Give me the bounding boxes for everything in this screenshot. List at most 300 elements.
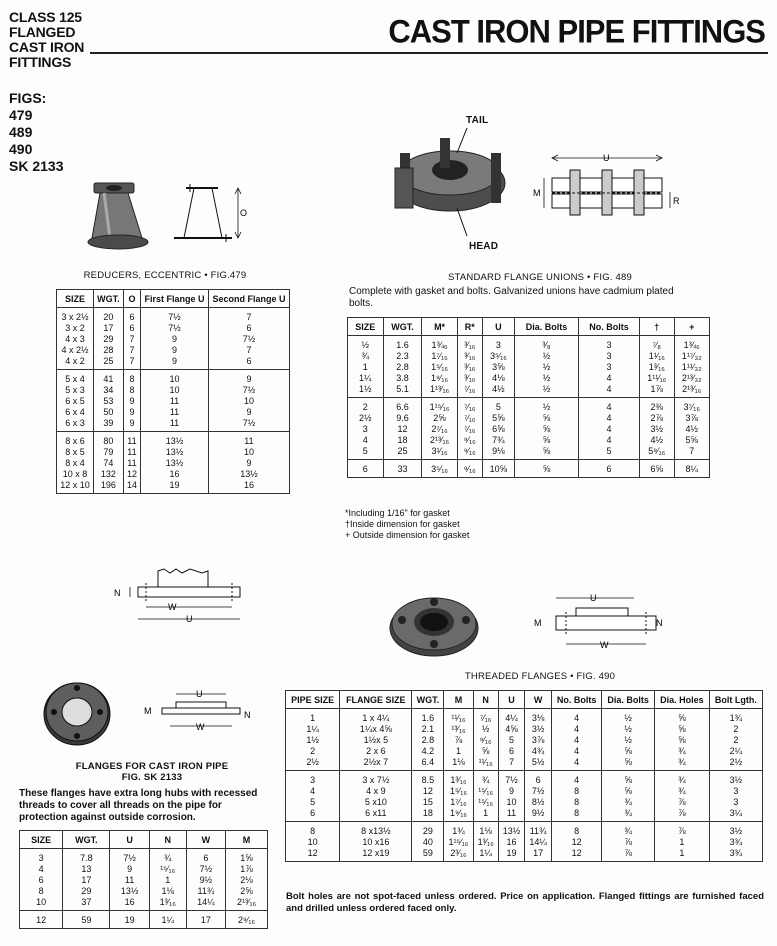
table-cell: 2³⁄₁₆ [444,847,473,862]
table-row [57,468,290,479]
table-row [286,734,763,745]
table-row [57,370,290,385]
table-cell: 1 [655,836,710,847]
table-cell: 1¾₆ [674,336,709,351]
table-cell: 1³⁄₁₆ [473,836,498,847]
table-cell: 8 [38,886,44,896]
table-cell: 1½ [359,384,372,394]
table-cell: 1¹⁷⁄₃₂ [674,350,709,361]
castiron-title [42,761,262,783]
table-cell: ⁹⁄₁₆ [457,460,482,478]
table-cell: 12 [551,847,601,862]
table-cell: 34 [93,384,123,395]
column-header: No. Bolts [578,318,639,336]
column-header: SIZE [20,831,63,849]
table-cell: 1½ [306,735,319,745]
table-cell: 12 [20,911,63,929]
table-cell: 4¼ [498,709,525,724]
fig-number: SK 2133 [9,158,64,174]
class-heading-line: CLASS 125 [9,9,82,25]
table-cell: 1 [362,362,368,372]
table-cell: ¾ [655,771,710,786]
table-cell: 13½ [141,457,209,468]
table-cell: 3⅛ [525,709,552,724]
table-cell: 7½ [141,322,209,333]
table-cell: 50 [93,406,123,417]
table-cell: 1.6 [412,709,444,724]
table-cell: ¾ [602,796,655,807]
table-cell: 29 [93,333,123,344]
table-cell: 3 [38,853,44,863]
table-cell: 3 [286,771,340,786]
table-cell: 2.8 [412,734,444,745]
table-cell: 9 [123,417,140,432]
table-cell: ⁷⁄₁₆ [473,709,498,724]
table-row [348,434,710,445]
table-cell: 2⅝ [422,412,457,423]
table-cell: 11¾ [186,885,225,896]
table-cell: 1¼ [306,724,319,734]
column-header: M [444,691,473,709]
table-cell: ⅝ [473,745,498,756]
column-header: O [123,290,140,308]
column-header: + [674,318,709,336]
table-cell: 1³⁄₁₆ [149,896,186,911]
table-cell: 41 [93,370,123,385]
table-cell: 1⅛ [473,822,498,837]
table-row [20,896,268,911]
table-cell: 5⁹⁄₁₆ [640,445,674,460]
table-cell: 2¹³⁄₁₆ [422,434,457,445]
table-cell: 2.8 [383,361,422,372]
table-cell: 4 [551,756,601,771]
table-row [348,445,710,460]
table-cell: 1½x 5 [340,734,412,745]
column-header: PIPE SIZE [286,691,340,709]
table-cell: 2⁹⁄₁₆ [226,911,268,929]
tail-label: TAIL [466,115,489,126]
table-cell: 33 [383,460,422,478]
castiron-description: These flanges have extra long hubs with recessed threads to cover all threads on the pipe for protection against outside corrosion. [19,788,258,823]
table-row [57,479,290,494]
table-cell: 3 [482,336,514,351]
table-cell: 2.1 [412,723,444,734]
column-header: Dia. Bolts [515,318,579,336]
unions-table [347,317,710,478]
table-cell: 13½ [498,822,525,837]
table-cell: 2½ [306,757,319,767]
table-cell: 80 [93,432,123,447]
table-cell: 7 [498,756,525,771]
table-cell: 16 [498,836,525,847]
table-cell: 5 [482,398,514,413]
table-cell: 6 x 3 [65,418,85,428]
table-row [57,308,290,323]
reducers-table [56,289,290,494]
table-cell: 2 x 6 [340,745,412,756]
threaded-table [285,690,763,862]
table-cell: ⁷⁄₁₆ [457,398,482,413]
table-cell: 8 [551,822,601,837]
table-cell: ⅝ [515,460,579,478]
table-cell: ⁷⁄₁₆ [457,383,482,398]
table-row [57,355,290,370]
table-cell: 13½ [208,468,289,479]
table-cell: 6 x11 [340,807,412,822]
table-cell: 8½ [525,796,552,807]
table-cell: ¹¹⁄₁₆ [473,756,498,771]
table-cell: 3 [578,336,639,351]
table-cell: 1¼x 4⅝ [340,723,412,734]
page-title: CAST IRON PIPE FITTINGS [388,13,765,50]
column-header: Second Flange U [208,290,289,308]
table-cell: 19 [141,479,209,494]
table-row [57,322,290,333]
column-header: M [226,831,268,849]
table-cell: 6 [123,322,140,333]
table-cell: 29 [412,822,444,837]
column-header: N [149,831,186,849]
table-cell: 4.2 [412,745,444,756]
dim-u-label: U [603,153,610,163]
table-cell: ³⁄₁₆ [457,336,482,351]
table-cell: 29 [63,885,110,896]
table-cell: 2⅛ [226,874,268,885]
table-cell: 1¾₆ [422,336,457,351]
table-row [286,745,763,756]
table-cell: 18 [383,434,422,445]
table-cell: 4 [551,745,601,756]
table-cell: 7 [123,333,140,344]
table-cell: 10 [36,897,47,907]
dim-n-label: N [244,710,251,720]
table-cell: 4 [578,434,639,445]
table-cell: 8 x 5 [65,447,85,457]
table-row [57,432,290,447]
table-cell: 7½ [141,308,209,323]
table-cell: 6 [123,308,140,323]
table-row [348,423,710,434]
table-cell: 2⅞ [640,412,674,423]
reducers-title: REDUCERS, ECCENTRIC • FIG.479 [83,270,247,281]
column-header: M* [422,318,457,336]
table-cell: ¾ [655,756,710,771]
table-row [348,361,710,372]
table-cell: 4 x 3 [65,334,85,344]
table-row [20,863,268,874]
table-cell: 2 [310,746,316,756]
table-cell: 3¹⁄₁₆ [422,445,457,460]
table-cell: 10 x16 [340,836,412,847]
table-cell: 18 [412,807,444,822]
table-row [348,398,710,413]
table-cell: 1¹⁵⁄₁₆ [444,836,473,847]
table-cell: 9½ [186,874,225,885]
table-cell: 17 [525,847,552,862]
table-row [20,849,268,864]
fig-number: 479 [9,107,33,123]
table-cell: 20 [93,308,123,323]
table-cell: 3½ [525,723,552,734]
table-cell: 10 [141,370,209,385]
table-cell: 2 [709,723,762,734]
table-cell: 1¹¹⁄₃₂ [674,361,709,372]
table-cell: 2⅝ [226,885,268,896]
table-cell: 10 [307,837,318,847]
table-cell: 196 [93,479,123,494]
table-cell: 7 [674,445,709,460]
table-row [286,785,763,796]
figs-label: FIGS: [9,90,47,106]
table-cell: 10 x 8 [62,469,88,479]
table-cell: 4 [578,383,639,398]
table-cell: 1⁵⁄₁₆ [444,785,473,796]
table-cell: 4⅛ [482,372,514,383]
table-cell: 6 [208,322,289,333]
table-cell: 6 [525,771,552,786]
table-cell: 10 [498,796,525,807]
table-cell: 12 [412,785,444,796]
table-cell: 1 x 4¼ [340,709,412,724]
table-cell: 4 x 9 [340,785,412,796]
table-cell: 1¼ [149,911,186,929]
table-cell: ⅝ [655,723,710,734]
table-cell: 2 [709,734,762,745]
table-row [286,836,763,847]
table-cell: 12 [383,423,422,434]
table-cell: ⁹⁄₁₆ [457,445,482,460]
table-cell: 39 [93,417,123,432]
table-cell: ⅞ [602,847,655,862]
table-cell: 3 [578,361,639,372]
table-row [20,911,268,929]
table-row [286,771,763,786]
table-cell: 6 [38,875,44,885]
table-cell: 4 x 2½ [61,345,89,355]
table-cell: 9⅛ [482,445,514,460]
table-cell: 7½ [498,771,525,786]
dim-w-label: W [168,602,177,612]
table-cell: ¹¹⁄₁₆ [444,709,473,724]
table-cell: 11 [123,432,140,447]
table-cell: 1³⁄₁₆ [444,771,473,786]
table-cell: 7½ [525,785,552,796]
reducer-diagram [166,180,251,245]
table-cell: ³⁄₁₆ [457,361,482,372]
class-heading-line: CAST IRON [9,39,85,55]
table-cell: ¹³⁄₁₆ [444,723,473,734]
table-cell: 5 [310,797,316,807]
table-cell: 14¼ [525,836,552,847]
table-cell: 11 [123,446,140,457]
threaded-footer: Bolt holes are not spot-faced unless ordered. Price on application. Flanged fittings are furnished faced and drilled unless ordered faced only. [286,891,764,914]
table-row [348,383,710,398]
table-cell: ¾ [473,771,498,786]
table-cell: 79 [93,446,123,457]
column-header: W [186,831,225,849]
dim-o-label: O [240,208,248,218]
table-cell: ¾ [361,351,370,361]
table-cell: 3 [709,785,762,796]
table-cell: ¹⁵⁄₁₆ [473,796,498,807]
table-cell: 12 x 10 [60,480,90,490]
table-cell: 1⅞ [640,383,674,398]
table-cell: 5½ [525,756,552,771]
table-cell: 4 [578,372,639,383]
table-cell: 7 [123,355,140,370]
table-cell: 12 x19 [340,847,412,862]
dim-m-label: M [533,188,541,198]
column-header: WGT. [63,831,110,849]
table-cell: 5 x 4 [57,370,94,385]
table-cell: 3⅞ [525,734,552,745]
table-cell: 6 [310,808,316,818]
threaded-flange-photo [388,590,480,660]
dim-n-label: N [656,618,663,628]
castiron-flange-photo [42,678,112,748]
column-header: R* [457,318,482,336]
table-cell: 3¾ [709,836,762,847]
table-cell: 11 [141,406,209,417]
table-cell: 1¹³⁄₁₆ [422,383,457,398]
table-cell: ½ [515,372,579,383]
table-cell: 19 [498,847,525,862]
table-cell: 9 [141,333,209,344]
table-cell: ¾ [602,807,655,822]
table-cell: 11 [141,417,209,432]
table-cell: 4½ [640,434,674,445]
table-cell: 19 [110,911,149,929]
table-cell: 11 [141,395,209,406]
table-cell: 53 [93,395,123,406]
table-cell: 8 [551,785,601,796]
table-cell: 132 [93,468,123,479]
reducer-photo [86,180,156,252]
table-cell: 11¾ [525,822,552,837]
table-cell: 8 [286,822,340,837]
dim-w-label: W [196,722,205,732]
table-cell: 3⅝ [482,361,514,372]
table-cell: 16 [208,479,289,494]
table-cell: 5⅝ [674,434,709,445]
column-header: U [110,831,149,849]
table-row [57,344,290,355]
table-cell: 4 [362,435,368,445]
table-cell: ½ [515,383,579,398]
table-cell: 13½ [141,432,209,447]
note-line: †Inside dimension for gasket [345,519,460,529]
table-cell: ½ [515,398,579,413]
table-cell: 3 x 7½ [340,771,412,786]
table-cell: 1³⁄₁₆ [640,361,674,372]
table-cell: ⅝ [655,734,710,745]
note-line: + Outside dimension for gasket [345,530,470,540]
dim-u-label: U [186,614,193,624]
table-row [57,384,290,395]
table-cell: 4½ [482,383,514,398]
table-cell: 10 [208,446,289,457]
table-cell: 1⁷⁄₁₆ [444,796,473,807]
table-cell: 5 x10 [340,796,412,807]
castiron-title-line: FIG. SK 2133 [121,772,183,783]
table-cell: 9.6 [383,412,422,423]
class-heading-line: FITTINGS [9,54,72,70]
column-header: W [525,691,552,709]
table-cell: 14¼ [186,896,225,911]
table-cell: ⅝ [602,771,655,786]
table-cell: 4⅝ [498,723,525,734]
table-cell: 1⁹⁄₁₆ [444,807,473,822]
table-cell: 7 [208,344,289,355]
table-cell: 6⅝ [640,460,674,478]
table-cell: 2½ [709,756,762,771]
table-cell: 1⁵⁄₁₆ [422,361,457,372]
table-cell: 1.6 [383,336,422,351]
column-header: SIZE [348,318,384,336]
table-cell: 17 [186,911,225,929]
table-cell: 6 [208,355,289,370]
table-cell: 4½ [674,423,709,434]
table-cell: 3⁵⁄₁₆ [422,460,457,478]
table-cell: 2¼ [709,745,762,756]
table-row [286,756,763,771]
table-cell: 3 x 2½ [61,312,89,322]
column-header: U [498,691,525,709]
union-photo [385,128,515,238]
table-cell: 6 [578,460,639,478]
table-cell: 1⅛ [444,756,473,771]
table-cell: 3⅞ [674,412,709,423]
table-cell: 2½ [359,413,372,423]
table-cell: 15 [412,796,444,807]
table-cell: 1 [655,847,710,862]
table-cell: ½ [602,734,655,745]
table-cell: 1 [149,874,186,885]
table-row [20,874,268,885]
table-cell: 5.1 [383,383,422,398]
table-cell: 1¹¹⁄₁₆ [640,372,674,383]
table-row [348,372,710,383]
table-cell: ⅝ [602,756,655,771]
table-cell: 8 [123,370,140,385]
table-row [286,723,763,734]
table-cell: ¾ [655,745,710,756]
table-row [286,709,763,724]
column-header: WGT. [412,691,444,709]
castiron-hub-diagram [140,688,260,733]
column-header: N [473,691,498,709]
table-row [57,395,290,406]
dim-u-label: U [590,593,597,603]
table-row [286,796,763,807]
table-cell: ³⁄₈ [515,336,579,351]
note-line: *Including 1/16" for gasket [345,508,450,518]
column-header: Dia. Bolts [602,691,655,709]
table-cell: 3⁷⁄₁₆ [674,398,709,413]
table-cell: 10 [141,384,209,395]
table-cell: 5 [362,446,368,456]
table-cell: ½ [602,709,655,724]
table-cell: 74 [93,457,123,468]
table-row [57,333,290,344]
table-cell: 6 x 5 [65,396,85,406]
dim-m-label: M [534,618,542,628]
table-cell: 2¹³⁄₁₆ [226,896,268,911]
table-cell: 4 [551,709,601,724]
table-cell: 3 [709,796,762,807]
table-cell: 1⅞ [226,863,268,874]
table-row [57,446,290,457]
